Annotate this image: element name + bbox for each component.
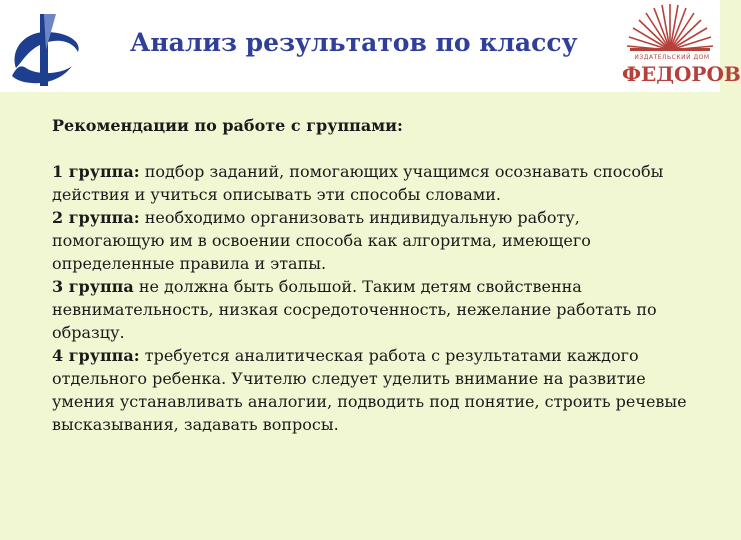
section-subtitle: Рекомендации по работе с группами: xyxy=(52,116,403,135)
group-text: не должна быть большой. Таким детям свойственна невнимательность, низкая сосредоточенность, нежелание работать по образцу. xyxy=(52,277,657,342)
group-item-2 xyxy=(52,206,692,275)
fedorov-logo xyxy=(622,2,741,92)
group-text: необходимо организовать индивидуальную работу, помогающую им в освоении способа как алгоритма, имеющего определенные правила и этапы. xyxy=(52,208,591,273)
group-label: 2 группа: xyxy=(52,208,140,227)
group-label: 3 группа xyxy=(52,277,134,296)
page-title: Анализ результатов по классу xyxy=(130,28,578,57)
group-text: подбор заданий, помогающих учащимся осознавать способы действия и учиться описывать эти способы словами. xyxy=(52,162,664,204)
group-label: 4 группа: xyxy=(52,346,140,365)
group-item-1 xyxy=(52,160,692,206)
group-item-4 xyxy=(52,344,692,436)
group-text: требуется аналитическая работа с результатами каждого отдельного ребенка. Учителю следует уделить внимание на развитие умения устанавливать аналогии, подводить под понятие, строить речевые высказывания, задавать вопросы. xyxy=(52,346,687,434)
header xyxy=(0,0,741,92)
group-item-3 xyxy=(52,275,692,344)
publisher-caption: ИЗДАТЕЛЬСКИЙ ДОМ xyxy=(634,54,710,61)
content-body xyxy=(52,114,692,436)
publisher-logo-icon xyxy=(6,10,86,88)
brand-name: ФЕДОРОВ xyxy=(622,62,741,86)
sunburst-icon xyxy=(622,2,718,54)
group-label: 1 группа: xyxy=(52,162,140,181)
